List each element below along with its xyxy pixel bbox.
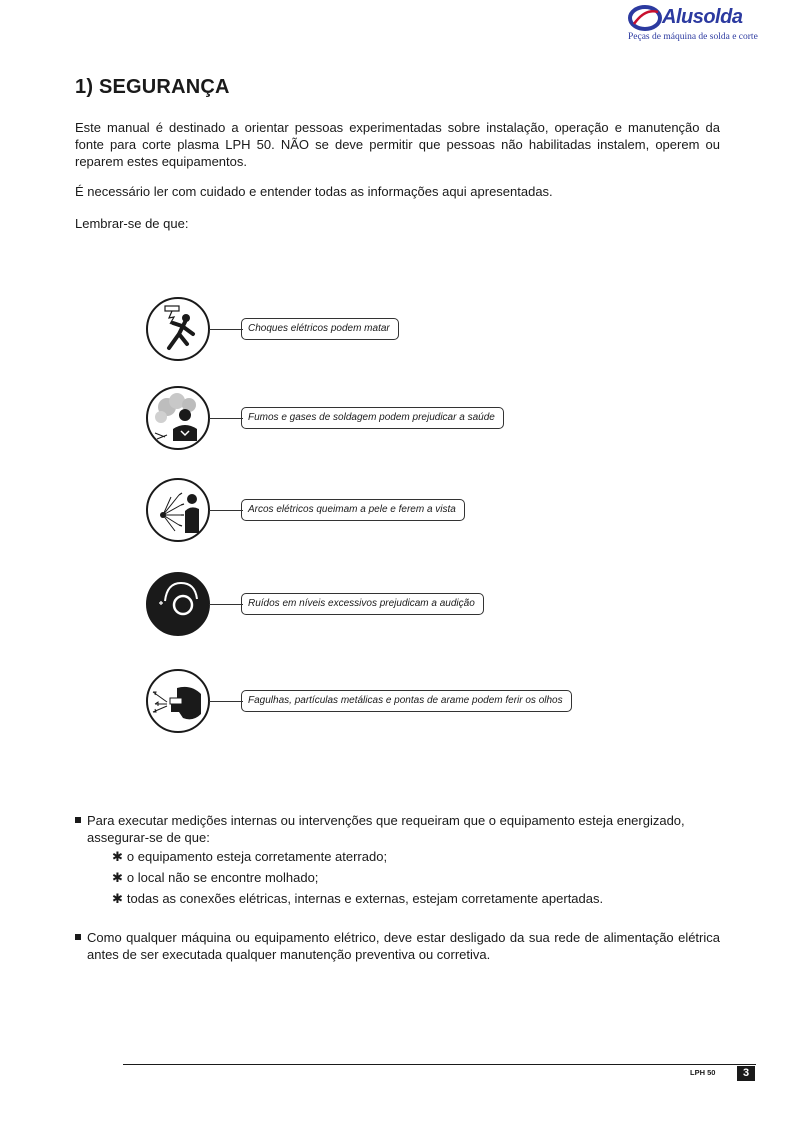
arc-rays-icon [145, 477, 211, 543]
warning-leader [209, 418, 243, 419]
bullet-text: Para executar medições internas ou intervenções que requeiram que o equipamento esteja energizado, assegurar-se de que: [87, 813, 685, 845]
noise-icon [145, 571, 211, 637]
asterisk-icon: ✱ [112, 891, 123, 906]
electric-shock-icon [145, 296, 211, 362]
warning-leader [209, 701, 243, 702]
intro-paragraph: Este manual é destinado a orientar pessoas experimentadas sobre instalação, operação e manutenção da fonte para corte plasma LPH 50. NÃO se deve permitir que pessoas não habilitadas instalem, operem ou reparem estes equipamentos. [75, 120, 720, 169]
warning-label: Arcos elétricos queimam a pele e ferem a vista [241, 499, 465, 521]
warning-leader [209, 604, 243, 605]
footer-divider [123, 1064, 756, 1065]
brand-logo [624, 2, 758, 48]
warning-leader [209, 329, 243, 330]
bullet-square-icon [75, 817, 81, 823]
bullet-item [75, 929, 720, 963]
logo-swoosh-icon [628, 4, 662, 32]
sub-item [112, 848, 387, 865]
brand-tagline: Peças de máquina de solda e corte [628, 32, 758, 42]
sub-item-text: o equipamento esteja corretamente aterrado; [126, 849, 388, 864]
bullet-square-icon [75, 934, 81, 940]
section-title: 1) SEGURANÇA [75, 76, 230, 98]
sub-item [112, 869, 318, 886]
flying-sparks-icon [145, 668, 211, 734]
page-number: 3 [737, 1066, 755, 1081]
warning-label: Fumos e gases de soldagem podem prejudicar a saúde [241, 407, 504, 429]
bullet-text: Como qualquer máquina ou equipamento elétrico, deve estar desligado da sua rede de alimentação elétrica antes de ser executada qualquer manutenção preventiva ou corretiva. [87, 930, 720, 962]
brand-name: Alusolda [662, 6, 743, 28]
fumes-icon [145, 385, 211, 451]
remember-label: Lembrar-se de que: [75, 216, 189, 231]
sub-item [112, 890, 603, 907]
asterisk-icon: ✱ [112, 849, 123, 864]
warning-label: Ruídos em níveis excessivos prejudicam a audição [241, 593, 484, 615]
asterisk-icon: ✱ [112, 870, 123, 885]
footer-model: LPH 50 [690, 1068, 716, 1077]
bullet-item [75, 812, 720, 846]
read-note: É necessário ler com cuidado e entender todas as informações aqui apresentadas. [75, 184, 553, 199]
warning-label: Choques elétricos podem matar [241, 318, 399, 340]
sub-item-text: todas as conexões elétricas, internas e externas, estejam corretamente apertadas. [126, 891, 604, 906]
warning-label: Fagulhas, partículas metálicas e pontas de arame podem ferir os olhos [241, 690, 572, 712]
warning-leader [209, 510, 243, 511]
sub-item-text: o local não se encontre molhado; [126, 870, 319, 885]
